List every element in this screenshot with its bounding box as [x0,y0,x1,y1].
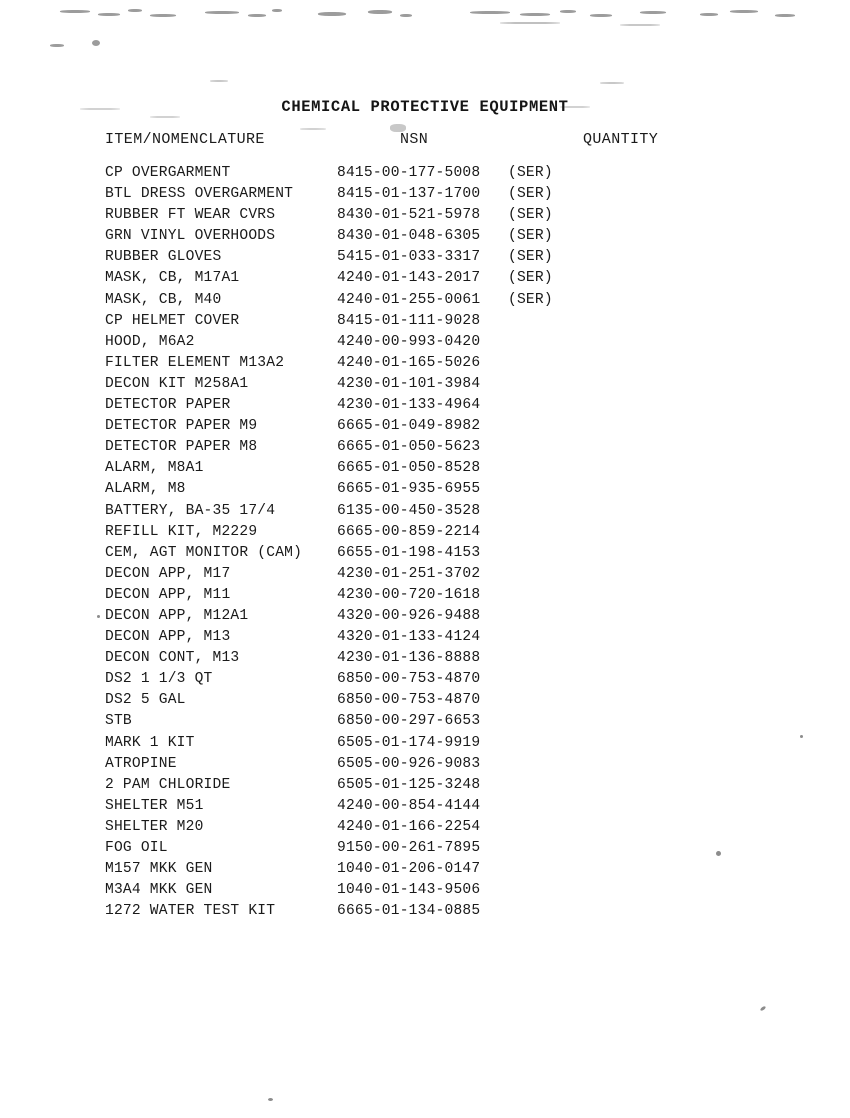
scan-artifact [590,14,612,17]
page-title: CHEMICAL PROTECTIVE EQUIPMENT [281,98,569,116]
scan-artifact [150,14,176,17]
cell-nsn: 4240-01-166-2254 [337,818,481,835]
cell-quantity: (SER) [508,165,553,181]
cell-nsn: 4230-01-136-8888 [337,650,481,667]
scan-speck [97,615,100,618]
cell-nsn: 4230-01-133-4964 [337,397,481,414]
table-row [105,165,805,186]
table-row [105,503,805,524]
scan-artifact [600,82,624,84]
scan-artifact [620,24,660,26]
cell-nsn: 1040-01-206-0147 [337,861,481,878]
cell-nsn: 6665-01-050-8528 [337,460,481,477]
cell-item: GRN VINYL OVERHOODS [105,228,276,245]
cell-nsn: 6665-01-935-6955 [337,481,481,498]
scan-artifact [470,11,510,14]
scan-artifact [92,40,100,46]
cell-item: RUBBER GLOVES [105,249,222,266]
table-row [105,798,805,819]
table-row [105,587,805,608]
cell-quantity: (SER) [508,186,553,203]
cell-item: DECON APP, M13 [105,629,231,646]
cell-nsn: 6850-00-297-6653 [337,713,481,730]
table-row [105,397,805,418]
cell-item: RUBBER FT WEAR CVRS [105,207,276,224]
table-row [105,840,805,861]
cell-item: REFILL KIT, M2229 [105,523,258,540]
cell-item: SHELTER M20 [105,818,204,835]
cell-quantity: (SER) [508,249,553,266]
cell-nsn: 4240-01-255-0061 [337,291,481,308]
cell-item: CEM, AGT MONITOR (CAM) [105,544,303,561]
table-row [105,629,805,650]
cell-nsn: 4230-00-720-1618 [337,586,481,603]
cell-quantity: (SER) [508,291,553,308]
cell-nsn: 8415-01-111-9028 [337,312,481,329]
scan-artifact [560,10,576,13]
cell-item: MASK, CB, M40 [105,291,222,308]
table-row [105,228,805,249]
cell-nsn: 8415-00-177-5008 [337,165,481,181]
table-row [105,861,805,882]
cell-nsn: 6135-00-450-3528 [337,502,481,519]
scan-artifact [272,9,282,12]
scan-speck [268,1098,273,1101]
scan-artifact [500,22,560,24]
table-row [105,756,805,777]
table-row [105,882,805,903]
table-row [105,566,805,587]
cell-item: M157 MKK GEN [105,861,213,878]
cell-item: SHELTER M51 [105,797,204,814]
scan-artifact [60,10,90,13]
cell-item: ALARM, M8A1 [105,460,204,477]
cell-nsn: 4230-01-101-3984 [337,375,481,392]
column-header-nsn: NSN [400,131,429,148]
cell-nsn: 4320-01-133-4124 [337,629,481,646]
scan-artifact [318,12,346,16]
cell-nsn: 6665-00-859-2214 [337,523,481,540]
table-row [105,270,805,291]
table-row [105,713,805,734]
cell-item: DETECTOR PAPER [105,397,231,414]
cell-nsn: 6850-00-753-4870 [337,692,481,709]
cell-item: STB [105,713,132,730]
scan-artifact [300,128,326,130]
table-row [105,355,805,376]
table-row [105,313,805,334]
cell-nsn: 6505-01-174-9919 [337,734,481,751]
table-row [105,735,805,756]
cell-nsn: 1040-01-143-9506 [337,882,481,899]
cell-item: DECON KIT M258A1 [105,375,249,392]
scan-artifact [98,13,120,16]
cell-quantity: (SER) [508,228,553,245]
cell-item: 2 PAM CHLORIDE [105,776,231,793]
cell-item: CP HELMET COVER [105,312,240,329]
cell-item: 1272 WATER TEST KIT [105,903,276,920]
cell-item: BTL DRESS OVERGARMENT [105,186,294,203]
column-header-item: ITEM/NOMENCLATURE [105,131,265,148]
scan-artifact [400,14,412,17]
scan-artifact [368,10,392,14]
scan-artifact [640,11,666,14]
table-row [105,249,805,270]
cell-item: ATROPINE [105,755,177,772]
cell-nsn: 6655-01-198-4153 [337,544,481,561]
cell-item: FILTER ELEMENT M13A2 [105,354,285,371]
cell-nsn: 8430-01-521-5978 [337,207,481,224]
scan-artifact [205,11,239,14]
scan-speck [760,1006,767,1012]
table-row [105,292,805,313]
scan-artifact [150,116,180,118]
scan-artifact [730,10,758,13]
table-row [105,692,805,713]
table-row [105,608,805,629]
cell-item: ALARM, M8 [105,481,186,498]
scan-artifact [775,14,795,17]
table-row [105,439,805,460]
table-row [105,376,805,397]
cell-nsn: 9150-00-261-7895 [337,840,481,856]
equipment-table [105,165,805,924]
cell-nsn: 4240-00-993-0420 [337,333,481,350]
cell-nsn: 6665-01-050-5623 [337,439,481,456]
cell-item: DETECTOR PAPER M8 [105,439,258,456]
table-row [105,481,805,502]
table-row [105,777,805,798]
cell-item: HOOD, M6A2 [105,333,195,350]
table-row [105,903,805,924]
cell-nsn: 4240-00-854-4144 [337,797,481,814]
scan-artifact [520,13,550,16]
cell-item: M3A4 MKK GEN [105,882,213,899]
cell-nsn: 4230-01-251-3702 [337,565,481,582]
scan-artifact [128,9,142,12]
cell-item: DECON CONT, M13 [105,650,240,667]
cell-quantity: (SER) [508,270,553,287]
cell-nsn: 8415-01-137-1700 [337,186,481,203]
table-row [105,819,805,840]
table-row [105,650,805,671]
table-row [105,460,805,481]
scan-artifact [50,44,64,47]
cell-quantity: (SER) [508,207,553,224]
cell-nsn: 6665-01-134-0885 [337,903,481,920]
cell-nsn: 4240-01-165-5026 [337,354,481,371]
column-header-quantity: QUANTITY [583,131,659,148]
cell-item: MARK 1 KIT [105,734,195,751]
cell-nsn: 6505-01-125-3248 [337,776,481,793]
cell-item: DECON APP, M17 [105,565,231,582]
cell-item: DS2 1 1/3 QT [105,671,213,688]
table-row [105,524,805,545]
cell-item: BATTERY, BA-35 17/4 [105,502,276,519]
cell-nsn: 6665-01-049-8982 [337,418,481,435]
table-row [105,671,805,692]
table-row [105,545,805,566]
scan-artifact [248,14,266,17]
table-row [105,186,805,207]
table-row [105,207,805,228]
column-headers [105,131,805,151]
cell-nsn: 6505-00-926-9083 [337,755,481,772]
cell-item: DETECTOR PAPER M9 [105,418,258,435]
cell-item: FOG OIL [105,840,168,856]
table-row [105,334,805,355]
cell-item: DECON APP, M11 [105,586,231,603]
cell-item: MASK, CB, M17A1 [105,270,240,287]
cell-nsn: 4240-01-143-2017 [337,270,481,287]
scan-artifact [700,13,718,16]
cell-item: DS2 5 GAL [105,692,186,709]
cell-nsn: 5415-01-033-3317 [337,249,481,266]
cell-nsn: 4320-00-926-9488 [337,607,481,624]
scan-artifact [210,80,228,82]
table-row [105,418,805,439]
cell-nsn: 6850-00-753-4870 [337,671,481,688]
cell-nsn: 8430-01-048-6305 [337,228,481,245]
cell-item: CP OVERGARMENT [105,165,231,181]
cell-item: DECON APP, M12A1 [105,607,249,624]
